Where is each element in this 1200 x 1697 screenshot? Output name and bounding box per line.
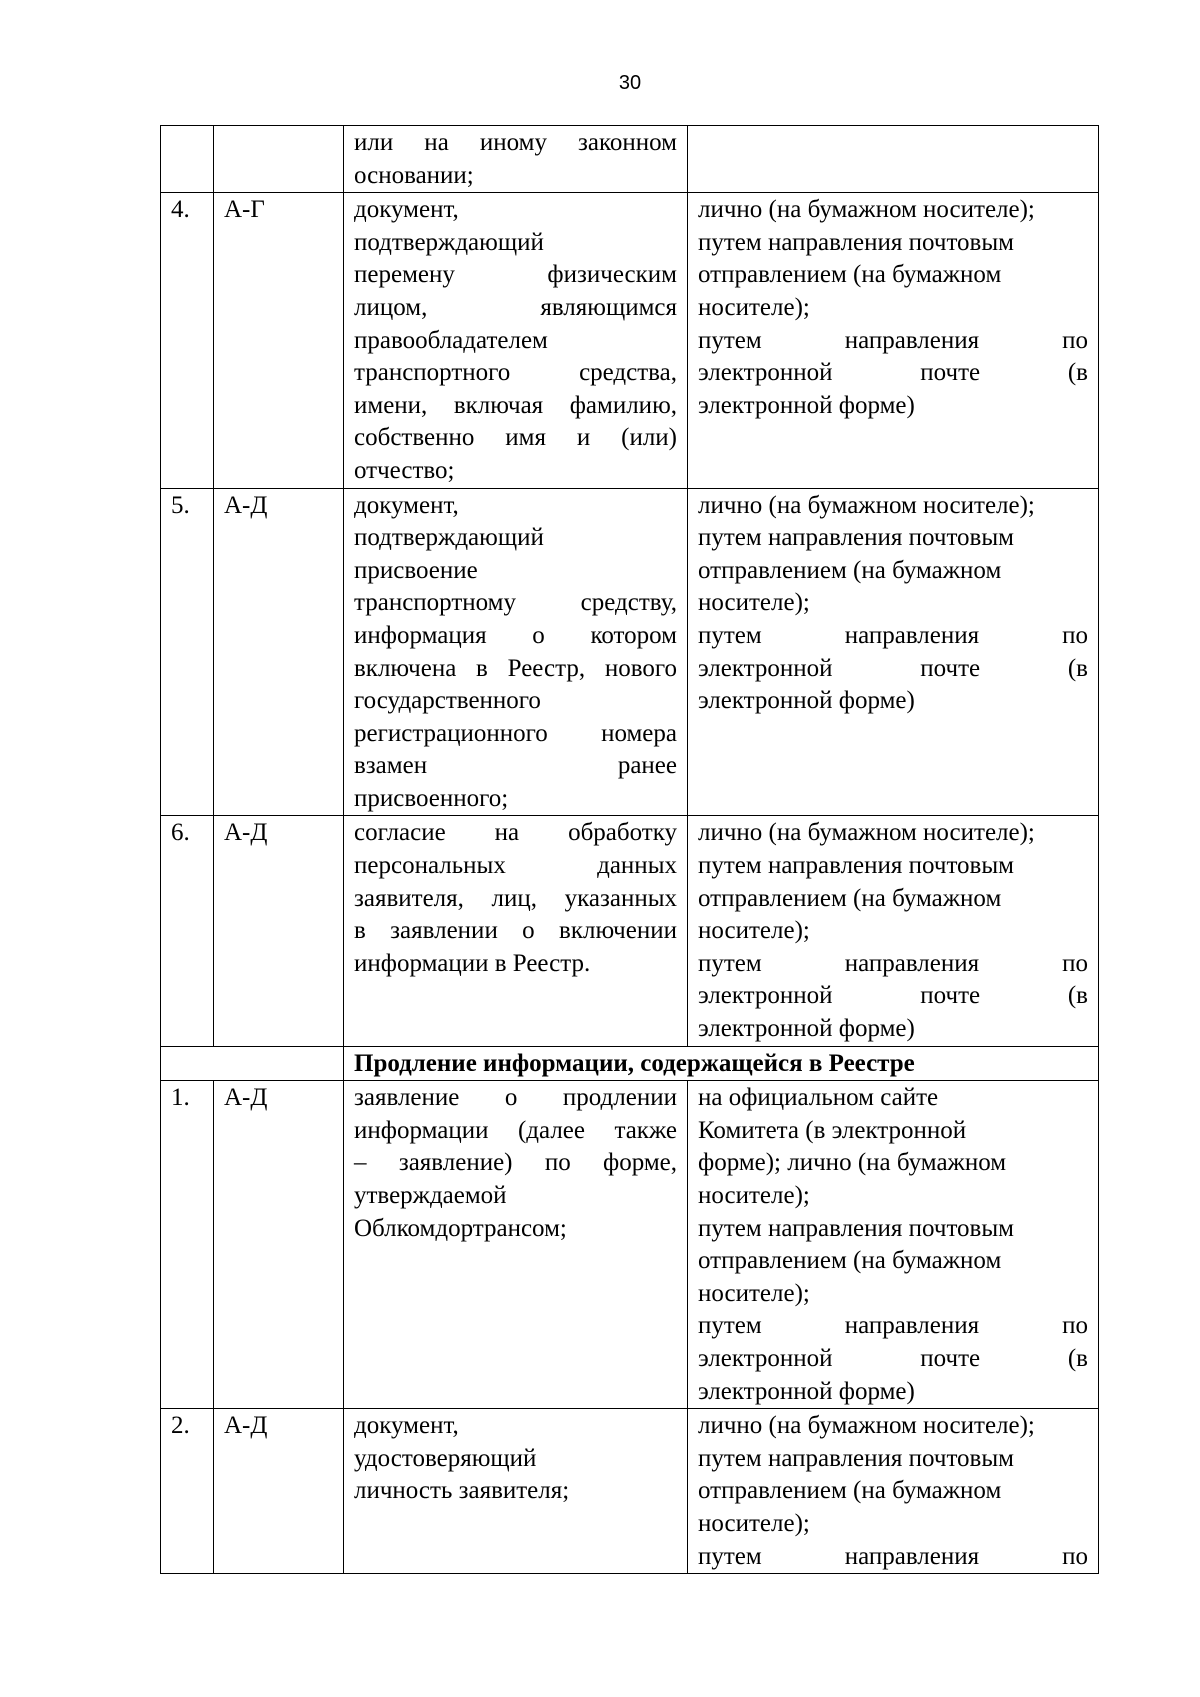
document-text-line: государственного [354, 687, 541, 715]
document-description [344, 126, 688, 193]
applicant-category-code: А-Д [214, 1409, 344, 1574]
table-row [161, 488, 1099, 816]
method-text-line: путем направления по [698, 621, 1088, 649]
document-text-line: включена в Реестр, нового [354, 654, 677, 682]
table-row [161, 816, 1099, 1046]
row-number [161, 126, 214, 193]
document-text-line: информации (далее также [354, 1116, 677, 1144]
submission-method [688, 488, 1099, 816]
document-text-line: документ, [354, 491, 459, 519]
applicant-category-code: А-Д [214, 488, 344, 816]
document-text-line: заявление о продлении [354, 1084, 677, 1112]
document-text-line: правообладателем [354, 326, 548, 354]
table-body-part2 [161, 1081, 1099, 1574]
document-text-line: транспортному средству, [354, 589, 677, 617]
method-text-line: электронной форме) [698, 1015, 915, 1043]
method-text-line: лично (на бумажном носителе); [698, 819, 1035, 847]
document-text-line: регистрационного номера [354, 719, 677, 747]
section-empty-cell [161, 1046, 344, 1081]
method-text-line: форме); лично (на бумажном [698, 1149, 1007, 1177]
document-text-line: взамен ранее [354, 752, 677, 780]
document-text-line: личность заявителя; [354, 1477, 570, 1505]
method-text-line: носителе); [698, 589, 810, 617]
method-text-line: путем направления почтовым [698, 1444, 1014, 1472]
table-row [161, 1409, 1099, 1574]
row-number: 1. [161, 1081, 214, 1409]
method-text-line: электронной почте (в [698, 982, 1088, 1010]
submission-method [688, 193, 1099, 488]
applicant-category-code: А-Д [214, 816, 344, 1046]
document-text-line: подтверждающий [354, 228, 544, 256]
method-text-line: путем направления почтовым [698, 1214, 1014, 1242]
document-text-line: согласие на обработку [354, 819, 677, 847]
submission-method [688, 1081, 1099, 1409]
table-row [161, 1081, 1099, 1409]
method-text-line: электронной форме) [698, 687, 915, 715]
document-text-line: отчество; [354, 456, 455, 484]
method-text-line: лично (на бумажном носителе); [698, 491, 1035, 519]
page-number: 30 [618, 72, 642, 94]
applicant-category-code [214, 126, 344, 193]
section-title: Продление информации, содержащейся в Реестре [344, 1046, 1099, 1081]
document-text-line: заявителя, лиц, указанных [354, 884, 677, 912]
document-description [344, 1081, 688, 1409]
method-text-line: носителе); [698, 1182, 810, 1209]
document-description [344, 816, 688, 1046]
document-text-line: удостоверяющий [354, 1444, 537, 1472]
document-description [344, 193, 688, 488]
document-text-line: – заявление) по форме, [354, 1149, 677, 1177]
document-text-line: транспортного средства, [354, 359, 677, 387]
table-body-part1 [161, 126, 1099, 1047]
row-number: 4. [161, 193, 214, 488]
method-text-line: отправлением (на бумажном [698, 1477, 1002, 1505]
document-description [344, 488, 688, 816]
table-row [161, 193, 1099, 488]
method-text-line: отправлением (на бумажном [698, 1247, 1002, 1275]
section-row [161, 1046, 1099, 1081]
method-text-line: путем направления по [698, 1542, 1088, 1570]
document-text-line: информация о котором [354, 621, 677, 649]
document-text-line: собственно имя и (или) [354, 424, 677, 452]
method-text-line: электронной почте (в [698, 1344, 1088, 1372]
method-text-line: лично (на бумажном носителе); [698, 196, 1035, 224]
applicant-category-code: А-Д [214, 1081, 344, 1409]
document-text-line: или на иному законном [354, 129, 677, 156]
documents-table [160, 125, 1099, 1574]
method-text-line: на официальном сайте [698, 1084, 939, 1112]
document-text-line: лицом, являющимся [354, 293, 677, 321]
document-text-line: Облкомдортрансом; [354, 1214, 567, 1242]
document-text-line: подтверждающий [354, 524, 544, 552]
method-text-line: путем направления по [698, 1312, 1088, 1340]
document-description [344, 1409, 688, 1574]
document-text-line: персональных данных [354, 852, 677, 880]
method-text-line: электронной форме) [698, 1377, 915, 1405]
document-text-line: перемену физическим [354, 261, 677, 289]
method-text-line: путем направления почтовым [698, 524, 1014, 552]
table-row [161, 126, 1099, 193]
submission-method [688, 126, 1099, 193]
submission-method [688, 816, 1099, 1046]
method-text-line: носителе); [698, 1279, 810, 1307]
method-text-line: носителе); [698, 1509, 810, 1537]
method-text-line: лично (на бумажном носителе); [698, 1412, 1035, 1440]
method-text-line: носителе); [698, 917, 810, 945]
document-text-line: присвоение [354, 556, 478, 584]
method-text-line: путем направления по [698, 326, 1088, 354]
document-text-line: утверждаемой [354, 1182, 507, 1209]
row-number: 2. [161, 1409, 214, 1574]
document-text-line: присвоенного; [354, 784, 509, 812]
document-text-line: информации в Реестр. [354, 949, 591, 977]
submission-method [688, 1409, 1099, 1574]
method-text-line: Комитета (в электронной [698, 1116, 967, 1144]
document-text-line: документ, [354, 196, 459, 224]
method-text-line: отправлением (на бумажном [698, 884, 1002, 912]
method-text-line: путем направления почтовым [698, 852, 1014, 880]
row-number: 5. [161, 488, 214, 816]
method-text-line: путем направления почтовым [698, 228, 1014, 256]
section-row-group [161, 1046, 1099, 1081]
method-text-line: носителе); [698, 293, 810, 321]
method-text-line: электронной почте (в [698, 654, 1088, 682]
applicant-category-code: А-Г [214, 193, 344, 488]
method-text-line: электронной почте (в [698, 359, 1088, 387]
document-text-line: имени, включая фамилию, [354, 391, 677, 419]
document-text-line: основании; [354, 161, 474, 189]
row-number: 6. [161, 816, 214, 1046]
method-text-line: электронной форме) [698, 391, 915, 419]
method-text-line: отправлением (на бумажном [698, 261, 1002, 289]
method-text-line: отправлением (на бумажном [698, 556, 1002, 584]
document-text-line: документ, [354, 1412, 459, 1440]
method-text-line: путем направления по [698, 949, 1088, 977]
document-text-line: в заявлении о включении [354, 917, 677, 945]
